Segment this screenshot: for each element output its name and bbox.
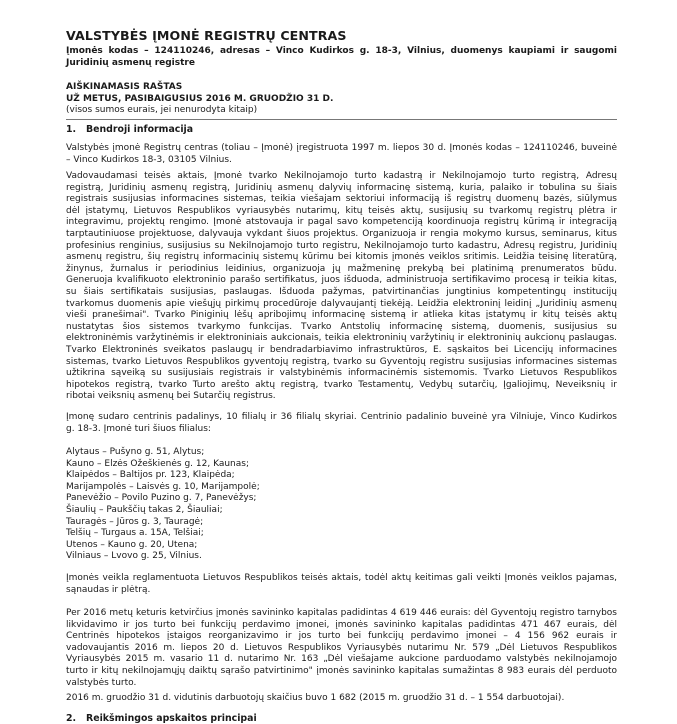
text-line: sistemas, tvarko Lietuvos Respublikos gyventojų registrą, tvarko su Gyventojų registru susijusias informacines sistemas: [66, 356, 617, 367]
text-line: registrą, Juridinių asmenų registrą, Juridinių asmenų dalyvių informacinę sistemą, kuria, palaiko ir tobulina su šiais: [66, 182, 617, 193]
section-title: Reikšmingos apskaitos principai: [86, 713, 257, 724]
text-line: tvarkomus duomenis apie viešųjų pirkimų procedūroje dalyvaujantį tiekėją. Leidžia elektroninį leidinį „Juridinių asmenų: [66, 298, 617, 309]
text-line: žinynus, žurnalus ir periodinius leidinius, organizuoja jų mažmeninę prekybą bei platinimą prenumeratos būdu.: [66, 263, 617, 274]
branch-item: Šiaulių – Paukščių takas 2, Šiauliai;: [66, 504, 223, 515]
text-line: turto ir kitų nekilnojamųjų daiktų sąrašo patvirtinimo" įmonės savininko kapitalas sumažintas 8 983 eurais dėl perduoto: [66, 665, 617, 676]
text-line: nustatytas šios sistemos tvarkymo funkcijas. Tvarko Antstolių informacinę sistemą, duomenis, susijusius su: [66, 321, 617, 332]
section-number: 2.: [66, 713, 77, 724]
text-line: g. 18-3. Įmonė turi šiuos filialus:: [66, 423, 211, 434]
text-line: Centrinės hipotekos įstaigos reorganizavimo ir jos turto bei funkcijų perdavimo įmonei – 4 156 962 eurais ir: [66, 631, 617, 642]
paragraph-employees: [66, 693, 617, 705]
text-line: dėl įstatymų, Lietuvos Respublikos vyriausybės nutarimų, kitų teisės aktų, susijusių su tvarkomų registrų plėtra ir: [66, 205, 617, 216]
branch-item: Panevėžio – Povilo Puzino g. 7, Panevėžys;: [66, 493, 257, 504]
company-detail-line: Įmonės kodas – 124110246, adresas – Vinco Kudirkos g. 18-3, Vilnius, duomenys kaupiami ir saugomi: [66, 46, 617, 56]
text-line: su šiais sertifikatais susijusias, paslaugas. Išduoda pažymas, patvirtinančias jungtinius kompetentingų institucijų: [66, 286, 617, 297]
text-line: sąnaudas ir plėtrą.: [66, 584, 151, 595]
text-line: vieši pranešimai". Tvarko Piniginių lėšų apribojimų informacinę sistemą ir atlieka kitas įstatymų ir kitų teisės aktų: [66, 310, 617, 321]
text-line: integravimu, projektų rengimo. Įmonė atstovauja ir pagal savo kompetenciją koordinuoja registrų kūrimą ir integraciją: [66, 217, 617, 228]
branch-item: Vilniaus – Lvovo g. 25, Vilnius.: [66, 551, 202, 562]
text-line: asmenų registru, šių registrų informacinių sistemų kūrimu bei kitomis įmonės veiklos sritimis. Leidžia teisinę literatūrą,: [66, 252, 617, 263]
company-title: VALSTYBĖS ĮMONĖ REGISTRŲ CENTRAS: [66, 28, 347, 43]
paragraph-capital: [66, 608, 617, 689]
branch-item: Kauno – Elzės Ožeškienės g. 12, Kaunas;: [66, 458, 249, 469]
header-divider: [66, 119, 617, 120]
section-heading-1: [66, 124, 193, 135]
text-line: Vyriausybės 2015 m. vasario 11 d. nutarimo Nr. 163 „Dėl viešajame aukcione parduodamo valstybės nekilnojamojo: [66, 654, 617, 665]
branch-list: [66, 447, 617, 563]
text-line: Generuoja kvalifikuoto elektroninio parašo sertifikatus, juos išduoda, administruoja sertifikavimo procesą ir teikia kitas,: [66, 275, 617, 286]
text-line: ribotai veiksnių asmenų bei Sutarčių registrus.: [66, 391, 276, 402]
text-line: 2016 m. gruodžio 31 d. vidutinis darbuotojų skaičius buvo 1 682 (2015 m. gruodžio 31 d. – 1 554 darbuotojai).: [66, 693, 565, 703]
text-line: hipotekos registrą, tvarko Turto arešto aktų registrą, tvarko Testamentų, Vedybų sutarčių, Įgaliojimų, Neveiksnių ir: [66, 379, 617, 390]
section-number: 1.: [66, 124, 77, 135]
branch-item: Tauragės – Jūros g. 3, Tauragė;: [66, 516, 204, 527]
branch-item: Utenos – Kauno g. 20, Utena;: [66, 539, 198, 550]
company-details: [66, 46, 617, 69]
text-line: registrais susijusias informacines sistemas, teikia viešajam sektoriui informaciją iš registrų duomenų bazės, siūlymus: [66, 194, 617, 205]
text-line: profesinius renginius, susijusius su Nekilnojamojo turto registru, Nekilnojamojo turto kadastru, Adresų registru, Juridinių: [66, 240, 617, 251]
text-line: Vadovaudamasi teisės aktais, Įmonė tvarko Nekilnojamojo turto kadastrą ir Nekilnojamojo turto registrą, Adresų: [66, 171, 617, 181]
text-line: Įmonės veikla reglamentuota Lietuvos Respublikos teisės aktais, todėl aktų keitimas gali veikti Įmonės veiklos pajamas,: [66, 573, 617, 583]
paragraph-registration: [66, 143, 617, 166]
text-line: vadovaujantis 2016 m. liepos 20 d. Lietuvos Respublikos Vyriausybės nutarimu Nr. 579 „Dėl Lietuvos Respublikos: [66, 642, 617, 653]
branch-item: Marijampolės – Laisvės g. 10, Marijampolė;: [66, 481, 260, 492]
text-line: Įmonę sudaro centrinis padalinys, 10 filialų ir 36 filialų skyriai. Centrinio padalinio buveinė yra Vilniuje, Vinco Kudirkos: [66, 412, 617, 422]
branch-item: Alytaus – Pušyno g. 51, Alytus;: [66, 447, 205, 457]
branch-item: Telšių – Turgaus a. 15A, Telšiai;: [66, 528, 204, 539]
text-line: – Vinco Kudirkos 18-3, 03105 Vilnius.: [66, 154, 232, 165]
text-line: tarptautiniuose projektuose, dalyvauja vykdant šiuos projektus. Organizuoja ir rengia mokymo kursus, seminarus, kitus: [66, 228, 617, 239]
paragraph-structure: [66, 412, 617, 435]
document-note: (visos sumos eurais, jei nenurodyta kitaip): [66, 105, 258, 116]
text-line: valstybės turto.: [66, 677, 137, 688]
paragraph-regulation: [66, 573, 617, 596]
text-line: užtikrina sąveiką su susijusiais registrais ir valstybinėmis informacinėmis sistemomis. Tvarko Lietuvos Respublikos: [66, 368, 617, 379]
paragraph-activities: [66, 171, 617, 403]
text-line: Per 2016 metų keturis ketvirčius įmonės savininko kapitalas padidintas 4 619 446 eurais: dėl Gyventojų registro tarnybos: [66, 608, 617, 618]
branch-item: Klaipėdos – Baltijos pr. 123, Klaipėda;: [66, 470, 235, 481]
text-line: Valstybės įmonė Registrų centras (toliau – Įmonė) įregistruota 1997 m. liepos 30 d. Įmonės kodas – 124110246, buveinė: [66, 143, 617, 153]
text-line: elektroninėmis varžytinėmis ir elektroniniais aukcionais, teikia elektroninių varžytinių ir elektroninių aukcionų paslaugas.: [66, 333, 617, 344]
text-line: likvidavimo ir jos turto bei funkcijų perdavimo įmonei, įmonės savininko kapitalas padidintas 471 467 eurais, dėl: [66, 619, 617, 630]
text-line: Tvarko Elektroninės sveikatos paslaugų ir bendradarbiavimo infrastruktūros, E. sąskaitos bei Licencijų informacines: [66, 344, 617, 355]
company-detail-line: Juridinių asmenų registre: [66, 57, 195, 68]
document-title: AIŠKINAMASIS RAŠTAS: [66, 82, 183, 92]
section-title: Bendroji informacija: [86, 124, 194, 135]
document-period: UŽ METUS, PASIBAIGUSIUS 2016 M. GRUODŽIO 31 D.: [66, 93, 334, 104]
